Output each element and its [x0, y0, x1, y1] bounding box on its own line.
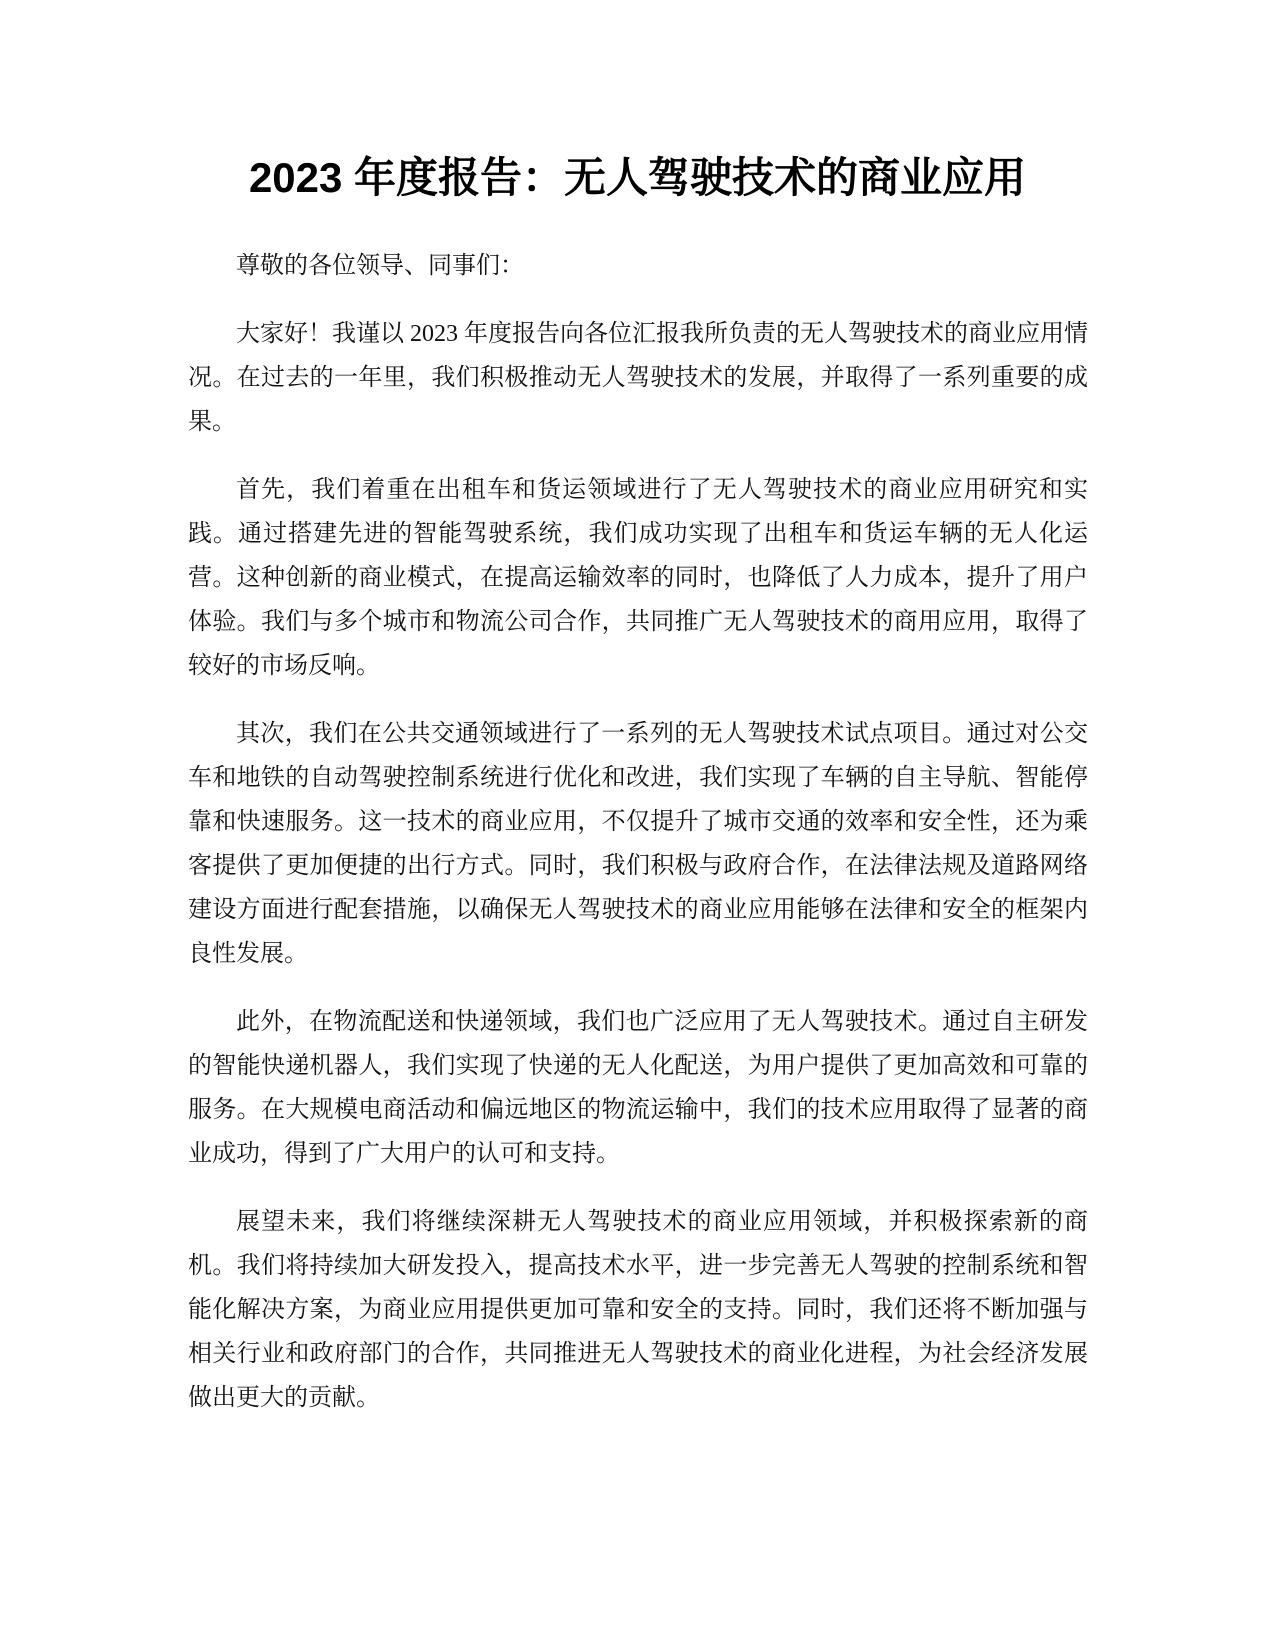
salutation-paragraph: 尊敬的各位领导、同事们：	[236, 253, 524, 279]
public-transit-paragraph: 其次，我们在公共交通领域进行了一系列的无人驾驶技术试点项目。通过对公交车和地铁的自动驾驶控制系统进行优化和改进，我们实现了车辆的自主导航、智能停靠和快速服务。这一技术的商业应用，不仅提升了城市交通的效率和安全性，还为乘客提供了更加便捷的出行方式。同时，我们积极与政府合作，在法律法规及道路网络建设方面进行配套措施，以确保无人驾驶技术的商业应用能够在法律和安全的框架内良性发展。	[188, 721, 1088, 967]
document-body	[188, 244, 1088, 1444]
outlook-paragraph: 展望未来，我们将继续深耕无人驾驶技术的商业应用领域，并积极探索新的商机。我们将持续加大研发投入，提高技术水平，进一步完善无人驾驶的控制系统和智能化解决方案，为商业应用提供更加可靠和安全的支持。同时，我们还将不断加强与相关行业和政府部门的合作，共同推进无人驾驶技术的商业化进程，为社会经济发展做出更大的贡献。	[188, 1209, 1088, 1411]
document-title: 2023 年度报告：无人驾驶技术的商业应用	[248, 154, 1027, 201]
intro-paragraph: 大家好！我谨以 2023 年度报告向各位汇报我所负责的无人驾驶技术的商业应用情况。在过去的一年里，我们积极推动无人驾驶技术的发展，并取得了一系列重要的成果。	[188, 321, 1088, 435]
logistics-paragraph: 此外，在物流配送和快递领域，我们也广泛应用了无人驾驶技术。通过自主研发的智能快递机器人，我们实现了快递的无人化配送，为用户提供了更加高效和可靠的服务。在大规模电商活动和偏远地区的物流运输中，我们的技术应用取得了显著的商业成功，得到了广大用户的认可和支持。	[188, 1009, 1088, 1167]
taxi-freight-paragraph: 首先，我们着重在出租车和货运领域进行了无人驾驶技术的商业应用研究和实践。通过搭建先进的智能驾驶系统，我们成功实现了出租车和货运车辆的无人化运营。这种创新的商业模式，在提高运输效率的同时，也降低了人力成本，提升了用户体验。我们与多个城市和物流公司合作，共同推广无人驾驶技术的商用应用，取得了较好的市场反响。	[188, 477, 1088, 679]
